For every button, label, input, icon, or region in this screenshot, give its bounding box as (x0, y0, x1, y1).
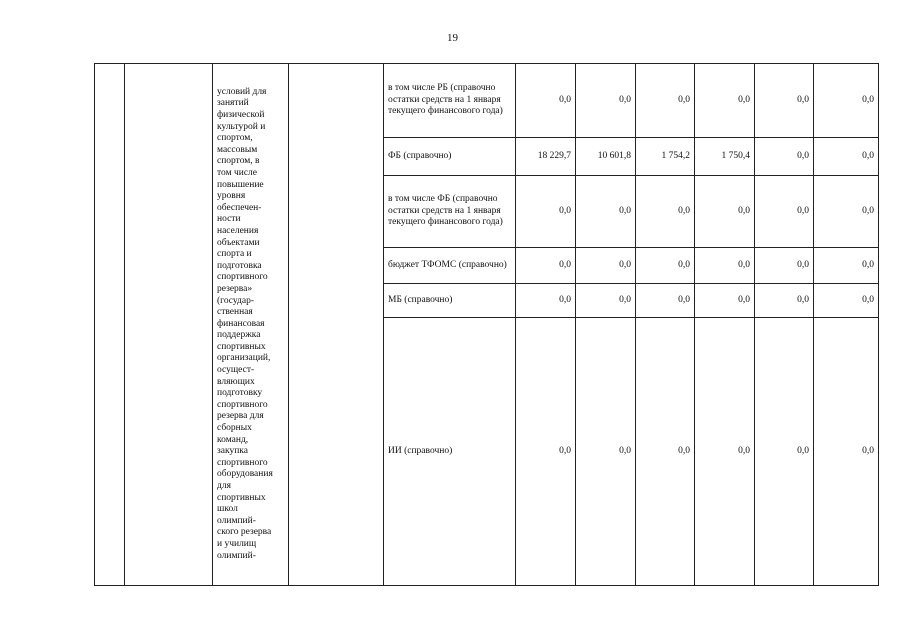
value-cell: 0,0 (755, 64, 814, 138)
value-cell: 0,0 (516, 318, 576, 586)
table-row (95, 64, 879, 138)
executor-cell (289, 64, 384, 586)
funding-source-cell: ИИ (справочно) (384, 318, 516, 586)
value-cell: 0,0 (576, 284, 636, 318)
value-cell: 18 229,7 (516, 138, 576, 176)
value-cell: 0,0 (814, 176, 879, 248)
value-cell: 0,0 (695, 248, 755, 284)
measure-description-cell: условий для занятий физической культурой и спортом, массовым спортом, в том числе повышение уровня обеспечен- ности населения объектами спорта и подготовка спортивного резерва» (государ- ственная финансовая поддержка спортивных организаций, осущест- вляющих подготовку спортивного резерва для сборных команд, закупка спортивного оборудования для спортивных школ олимпий- ского резерва и училищ олимпий- (213, 64, 289, 586)
value-cell: 0,0 (695, 318, 755, 586)
value-cell: 0,0 (814, 138, 879, 176)
value-cell: 0,0 (755, 138, 814, 176)
value-cell: 0,0 (755, 176, 814, 248)
code-cell (125, 64, 213, 586)
value-cell: 0,0 (755, 284, 814, 318)
value-cell: 0,0 (814, 64, 879, 138)
value-cell: 0,0 (636, 248, 695, 284)
value-cell: 0,0 (516, 176, 576, 248)
value-cell: 0,0 (636, 64, 695, 138)
value-cell: 0,0 (636, 284, 695, 318)
funding-source-cell: МБ (справочно) (384, 284, 516, 318)
number-cell (95, 64, 125, 586)
funding-source-cell: ФБ (справочно) (384, 138, 516, 176)
value-cell: 0,0 (636, 176, 695, 248)
value-cell: 1 750,4 (695, 138, 755, 176)
value-cell: 0,0 (576, 248, 636, 284)
funding-source-cell: в том числе ФБ (справочно остатки средств на 1 января текущего финансового года) (384, 176, 516, 248)
value-cell: 0,0 (695, 64, 755, 138)
value-cell: 0,0 (576, 318, 636, 586)
budget-table (94, 63, 879, 586)
value-cell: 1 754,2 (636, 138, 695, 176)
page-number: 19 (447, 32, 458, 44)
value-cell: 0,0 (814, 248, 879, 284)
value-cell: 0,0 (576, 64, 636, 138)
value-cell: 0,0 (636, 318, 695, 586)
value-cell: 0,0 (516, 248, 576, 284)
value-cell: 0,0 (516, 284, 576, 318)
value-cell: 10 601,8 (576, 138, 636, 176)
value-cell: 0,0 (814, 318, 879, 586)
funding-source-cell: бюджет ТФОМС (справочно) (384, 248, 516, 284)
value-cell: 0,0 (755, 248, 814, 284)
value-cell: 0,0 (814, 284, 879, 318)
value-cell: 0,0 (755, 318, 814, 586)
value-cell: 0,0 (695, 284, 755, 318)
value-cell: 0,0 (516, 64, 576, 138)
value-cell: 0,0 (576, 176, 636, 248)
funding-source-cell: в том числе РБ (справочно остатки средств на 1 января текущего финансового года) (384, 64, 516, 138)
value-cell: 0,0 (695, 176, 755, 248)
